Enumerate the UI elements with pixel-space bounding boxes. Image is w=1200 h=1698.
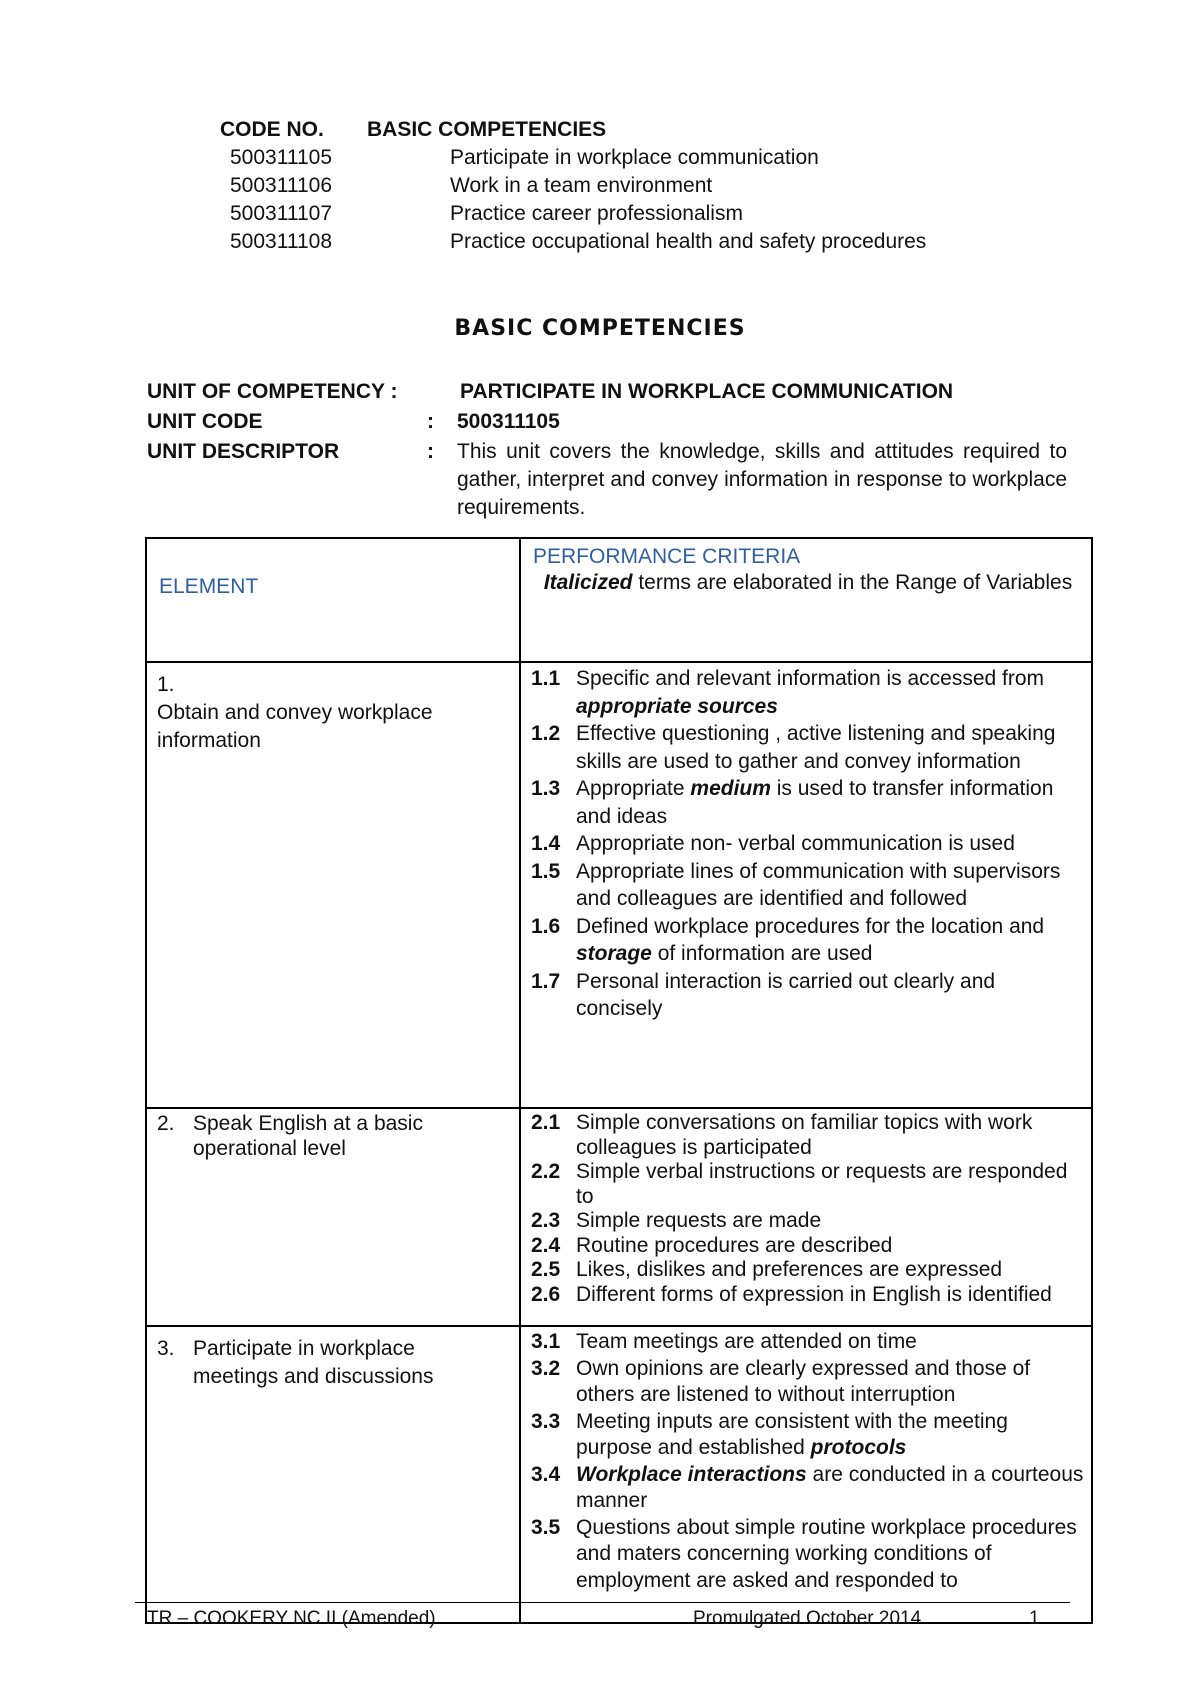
criterion	[531, 1258, 1085, 1283]
code-value: 500311107	[230, 202, 332, 225]
criterion-number: 2.1	[531, 1111, 561, 1134]
criterion-text-a: Own opinions are clearly expressed and those of others are listened to without interruption	[576, 1356, 1031, 1406]
criterion-number: 1.3	[531, 777, 561, 800]
pc-note-rest: terms are elaborated in the Range of Variables	[632, 571, 1073, 594]
criterion-text-a: Effective questioning , active listening and speaking skills are used to gather and convey information	[576, 722, 1056, 773]
criterion	[531, 913, 1085, 968]
criterion-text-a: Specific and relevant information is accessed from	[576, 667, 1045, 690]
criterion-number: 1.5	[531, 859, 561, 883]
table-row	[146, 1108, 1092, 1326]
footer-title: TR – COOKERY NC II (Amended)	[147, 1608, 436, 1629]
criterion-number: 2.5	[531, 1258, 561, 1281]
footer-promulgated: Promulgated October 2014	[693, 1608, 922, 1629]
criterion-text	[576, 665, 1085, 720]
unit-code-row	[147, 410, 1067, 434]
pc-note-italic: Italicized	[543, 571, 633, 594]
competency-name: Practice occupational health and safety procedures	[450, 230, 927, 253]
code-list-header	[220, 116, 926, 144]
element-cell	[146, 1108, 520, 1326]
criterion-text	[576, 775, 1085, 830]
element-text: Obtain and convey workplace information	[157, 701, 433, 752]
criterion	[531, 830, 1085, 858]
table-row	[146, 1326, 1092, 1623]
criterion-number: 3.5	[531, 1515, 561, 1539]
unit-code-colon: :	[427, 410, 434, 433]
criterion-text	[576, 720, 1085, 775]
element-header-text: ELEMENT	[159, 575, 259, 598]
competency-table	[145, 537, 1093, 1624]
unit-competency-label: UNIT OF COMPETENCY :	[147, 380, 398, 403]
criterion	[531, 968, 1085, 1023]
criterion	[531, 1209, 1085, 1234]
criterion	[531, 1409, 1085, 1462]
criterion-text-a: Defined workplace procedures for the location and	[576, 914, 1045, 938]
criterion-text-c: is used to transfer information and ideas	[576, 777, 1054, 828]
element-number: 1.	[157, 673, 175, 696]
criterion-number: 3.1	[531, 1330, 561, 1353]
criterion-text-c: of information are used	[651, 942, 873, 965]
unit-descriptor-label: UNIT DESCRIPTOR	[147, 440, 340, 463]
pc-header	[520, 538, 1092, 662]
unit-code-label: UNIT CODE	[147, 410, 263, 433]
criterion-term: Workplace interactions	[576, 1462, 807, 1486]
criterion	[531, 1356, 1085, 1409]
criterion-text	[576, 858, 1085, 913]
element-header	[146, 538, 520, 662]
criterion	[531, 1462, 1085, 1515]
unit-info	[147, 380, 1067, 528]
footer-divider	[135, 1602, 1070, 1603]
element-number: 3.	[157, 1337, 175, 1360]
criterion-number: 1.7	[531, 969, 561, 993]
code-value: 500311108	[230, 230, 332, 253]
criterion-text-a: Questions about simple routine workplace procedures and maters concerning working conditions of employment are asked and responded to	[576, 1515, 1077, 1592]
criterion	[531, 1160, 1085, 1209]
criterion	[531, 1111, 1085, 1160]
criterion-text-a: Appropriate non- verbal communication is used	[576, 832, 1015, 855]
criterion-number: 1.1	[531, 667, 561, 690]
unit-descriptor-colon: :	[427, 440, 434, 463]
criterion	[531, 1329, 1085, 1356]
unit-competency-row	[147, 380, 1067, 404]
criterion-text	[576, 968, 1085, 1023]
criterion-term: protocols	[810, 1436, 907, 1459]
criterion-text-a: Team meetings are attended on time	[576, 1330, 917, 1353]
element-number: 2.	[157, 1112, 175, 1135]
criterion	[531, 720, 1085, 775]
element-cell	[146, 1326, 520, 1623]
code-row	[220, 200, 926, 228]
unit-competency-value: PARTICIPATE IN WORKPLACE COMMUNICATION	[460, 380, 954, 403]
criterion-text	[576, 1329, 1085, 1356]
page-number: 1	[1029, 1608, 1040, 1629]
criterion-number: 3.2	[531, 1356, 561, 1380]
criterion	[531, 1515, 1085, 1595]
code-row	[220, 172, 926, 200]
criterion-text: Simple requests are made	[576, 1209, 822, 1232]
criterion-term: storage	[576, 942, 652, 965]
section-title: BASIC COMPETENCIES	[454, 316, 746, 341]
criterion-term: medium	[690, 777, 771, 800]
criterion-text: Likes, dislikes and preferences are expressed	[576, 1258, 1003, 1281]
criterion-text-a: Personal interaction is carried out clearly and concisely	[576, 969, 996, 1020]
criterion-number: 2.2	[531, 1160, 561, 1183]
pc-header-note	[533, 569, 1083, 596]
criterion	[531, 665, 1085, 720]
code-value: 500311106	[230, 174, 332, 197]
criterion-number: 3.3	[531, 1409, 561, 1433]
criterion	[531, 775, 1085, 830]
code-header: CODE NO.	[220, 118, 324, 141]
criterion-number: 1.2	[531, 722, 561, 745]
criterion-text	[576, 1409, 1085, 1462]
criterion-number: 3.4	[531, 1462, 561, 1486]
criterion-text-a: Appropriate lines of communication with supervisors and colleagues are identified and followed	[576, 859, 1061, 910]
criterion-text	[576, 1515, 1085, 1595]
criterion	[531, 1283, 1085, 1308]
element-cell	[146, 662, 520, 1108]
code-row	[220, 144, 926, 172]
criterion-text-a: Meeting inputs are consistent with the meeting purpose and established	[576, 1409, 1008, 1459]
criterion-text	[576, 913, 1085, 968]
criterion	[531, 858, 1085, 913]
code-list	[220, 116, 926, 256]
competency-name: Work in a team environment	[450, 174, 713, 197]
criterion-number: 2.4	[531, 1233, 561, 1257]
criterion-number: 2.3	[531, 1209, 561, 1232]
code-row	[220, 228, 926, 256]
table-row	[146, 662, 1092, 1108]
criterion-number: 1.4	[531, 832, 561, 855]
competency-name: Practice career professionalism	[450, 202, 743, 225]
criterion-text: Routine procedures are described	[576, 1233, 893, 1257]
unit-code-value: 500311105	[457, 410, 560, 433]
criterion-text-a: Appropriate	[576, 777, 691, 800]
criterion-number: 2.6	[531, 1282, 561, 1306]
unit-descriptor-value: This unit covers the knowledge, skills and attitudes required to gather, interpret and convey information in response to workplace requirements.	[457, 440, 1067, 519]
element-text: Speak English at a basic operational level	[193, 1112, 423, 1160]
competencies-header: BASIC COMPETENCIES	[367, 118, 607, 141]
criterion-text	[576, 830, 1085, 858]
criterion-text	[576, 1462, 1085, 1515]
criteria-cell	[520, 1326, 1092, 1623]
pc-header-title: PERFORMANCE CRITERIA	[533, 545, 801, 568]
criterion-text	[576, 1356, 1085, 1409]
criteria-cell	[520, 662, 1092, 1108]
criterion-text: Simple conversations on familiar topics with work colleagues is participated	[576, 1111, 1033, 1159]
criterion-text: Different forms of expression in English is identified	[576, 1282, 1052, 1306]
code-value: 500311105	[230, 146, 332, 169]
criterion-term: appropriate sources	[576, 694, 778, 718]
element-text: Participate in workplace meetings and discussions	[193, 1337, 434, 1388]
criterion-number: 1.6	[531, 914, 561, 938]
criteria-cell	[520, 1108, 1092, 1326]
criterion-text-c: are conducted in a courteous manner	[576, 1462, 1084, 1512]
competency-name: Participate in workplace communication	[450, 146, 819, 169]
table-header-row	[146, 538, 1092, 662]
unit-descriptor-row	[147, 440, 1067, 522]
criterion	[531, 1234, 1085, 1259]
criterion-text: Simple verbal instructions or requests are responded to	[576, 1160, 1068, 1208]
